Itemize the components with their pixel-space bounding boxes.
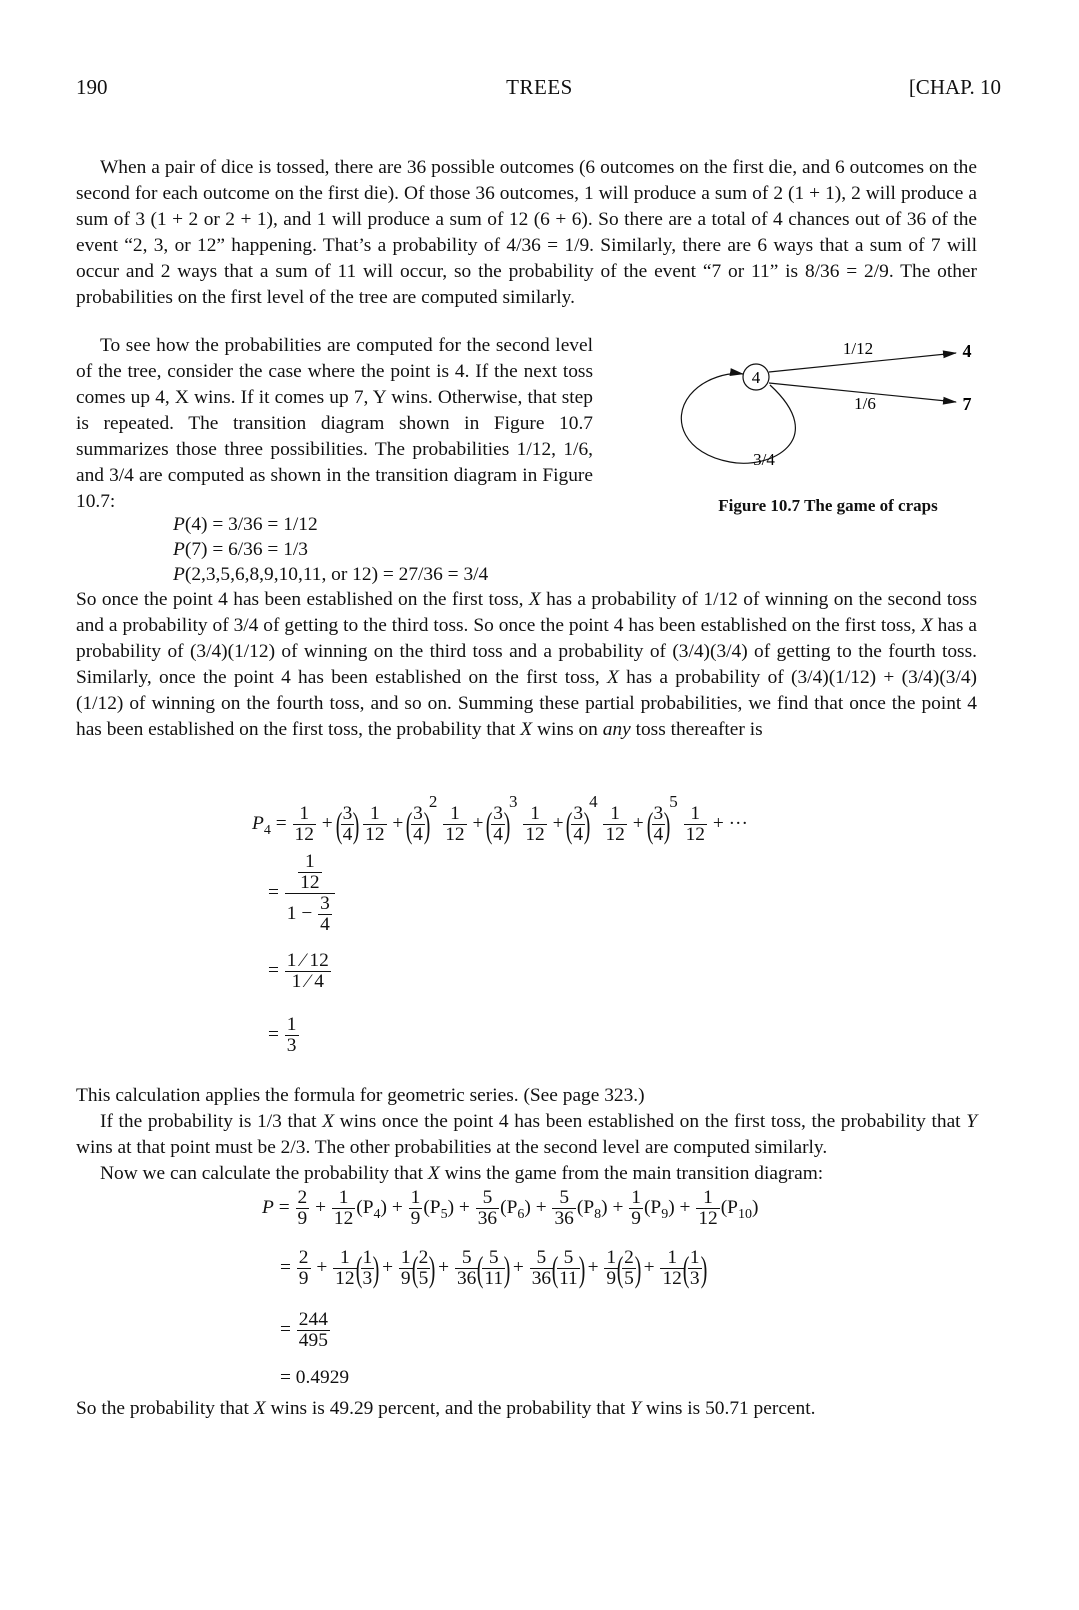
figure-caption: Figure 10.7 The game of craps <box>718 496 938 515</box>
paragraph-conclusion: So the probability that X wins is 49.29 percent, and the probability that Y wins is 50.71 percent. <box>76 1398 816 1419</box>
paragraph-main-transition: Now we can calculate the probability that X wins the game from the main transition diagram: <box>100 1163 824 1184</box>
figure-craps-diagram <box>660 330 990 480</box>
node-4-label: 4 <box>751 368 761 387</box>
equation-slash-fraction: = $\frac{1 ⁄ 12}{1 ⁄ 4}$ <box>268 950 329 992</box>
running-title: TREES <box>506 75 573 99</box>
formula-p7: P(7) = 6/36 = 1/3 <box>173 539 308 560</box>
paragraph-once-point: So once the point 4 has been established on the first toss, X has a probability of 1/12 of winning on the second toss and a probability of 3/4 of getting to the third toss. So once the point 4 has been established on the first toss, X has a probability of (3/4)(1/12) of winning on the third toss and a probability of (3/4)(3/4) of getting to the fourth toss. Similarly, once the point 4 has been established on the first toss, X has a probability of (3/4)(1/12) + (3/4)(3/4)(1/12) of winning on the fourth toss, and so on. Summing these partial probabilities, we find that once the point 4 has been established on the first toss, the probability that X wins on any toss thereafter is <box>76 589 978 740</box>
target-7: 7 <box>962 394 972 414</box>
label-1-12: 1/12 <box>842 339 874 358</box>
paragraph-second-level: To see how the probabilities are computed for the second level of the tree, consider the case where the point is 4. If the next toss comes up 4, X wins. If it comes up 7, Y wins. Otherwise, that step is repeated. The transition diagram shown in Figure 10.7 summarizes those three possibilities. The probabilities 1/12, 1/6, and 3/4 are computed as shown in the transition diagram in Figure 10.7: <box>76 335 593 512</box>
equation-total-p: P = $\frac{2}{9}$ + $\frac{1}{12}$ $(P_4)$ + $\frac{1}{9}$ $(P_5)$ + $\frac{5}{36}$ $(P_6)$ + $\frac{5}{36}$ $(P_8)$ + $\frac{1}{9}$ $(P_9)$ + $\frac{1}{12}$ $(P_{10})$ <box>262 1187 759 1229</box>
equation-one-third: = $\frac{1}{3}$ <box>268 1014 297 1056</box>
formula-p-other: P(2,3,5,6,8,9,10,11, or 12) = 27/36 = 3/4 <box>173 564 489 585</box>
label-3-4: 3/4 <box>753 450 775 469</box>
equation-p4-series: $P_4$ = $\frac{1}{12}$ + ( $\frac{3}{4}$ ) $\frac{1}{12}$ + ( $\frac{3}{4}$ )2 $\frac{1}{12}$ + ( $\frac{3}{4}$ )3 $\frac{1}{12}$ + ( $\frac{3}{4}$ )4 $\frac{1}{12}$ + ( $\frac{3}{4}$ )5 $\frac{1}{12}$ + ··· <box>252 792 748 846</box>
equation-total-fraction: = $\frac{244}{495}$ <box>280 1309 328 1351</box>
formula-p4: P(4) = 3/36 = 1/12 <box>173 514 318 535</box>
paragraph-dice-outcomes: When a pair of dice is tossed, there are 36 possible outcomes (6 outcomes on the first die, and 6 outcomes on the second for each outcome on the first die). Of those 36 outcomes, 1 will produce a sum of 2 (1 + 1), 2 will produce a sum of 3 (1 + 2 or 2 + 1), and 1 will produce a sum of 12 (6 + 6). So there are a total of 4 chances out of 36 of the event “2, 3, or 12” happening. That’s a probability of 4/36 = 1/9. Similarly, there are 6 ways that a sum of 7 will occur and 2 ways that a sum of 11 will occur, so the probability of the event “7 or 11” is 8/36 = 2/9. The other probabilities on the first level of the tree are computed similarly. <box>76 157 977 308</box>
target-4: 4 <box>962 341 972 361</box>
equation-geometric-sum: = $\frac{1}{12}$ 1 − $\frac{3}{4}$ <box>268 852 336 935</box>
loop-edge <box>681 374 795 464</box>
paragraph-probability-y: If the probability is 1/3 that X wins once the point 4 has been established on the first toss, the probability that Y wins at that point must be 2/3. The other probabilities at the second level are computed similarly. <box>76 1111 977 1158</box>
chapter-label: [CHAP. 10 <box>908 75 1001 99</box>
equation-total-decimal: = 0.4929 <box>280 1367 350 1388</box>
paragraph-geometric-formula: This calculation applies the formula for geometric series. (See page 323.) <box>76 1085 645 1106</box>
label-1-6: 1/6 <box>854 394 876 413</box>
page-number: 190 <box>76 75 108 99</box>
equation-total-substituted: = $\frac{2}{9}$ + $\frac{1}{12}$ ( $\frac{1}{3}$ ) + $\frac{1}{9}$ ( $\frac{2}{5}$ ) + $\frac{5}{36}$ ( $\frac{5}{11}$ ) + $\frac{5}{36}$ ( $\frac{5}{11}$ ) + $\frac{1}{9}$ ( $\frac{2}{5}$ ) + $\frac{1}{12}$ ( $\frac{1}{3}$ ) <box>280 1247 707 1289</box>
